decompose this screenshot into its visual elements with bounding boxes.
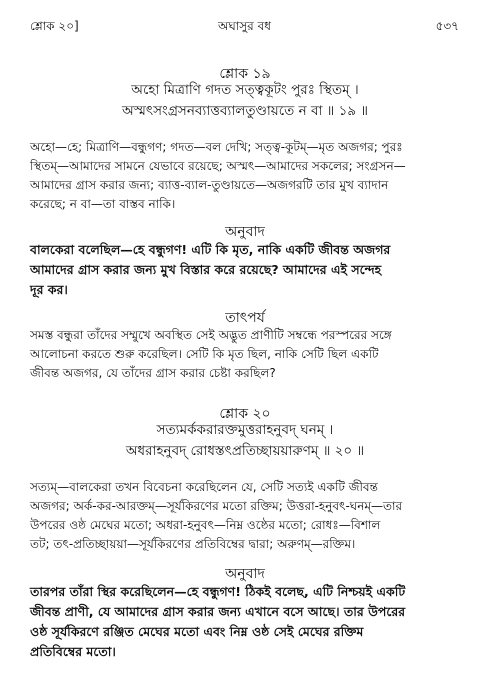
verse-20-synonyms bbox=[30, 478, 460, 554]
translation-heading: অনুবাদ bbox=[225, 224, 265, 240]
translation-line: তারপর তাঁরা স্থির করেছিলেন—হে বন্ধুগণ! ঠিকই বলেছ, এটি নিশ্চয়ই একটি bbox=[30, 584, 406, 599]
verse-19-line-1: অহো মিত্রাণি গদত সত্ত্বকূটং পুরঃ স্থিতম্ । bbox=[131, 82, 359, 98]
header-page-number: ৫৩৭ bbox=[435, 19, 459, 33]
purport-line: আলোচনা করতে শুরু করেছিল। সেটি কি মৃত ছিল, নাকি সেটি ছিল একটি bbox=[30, 347, 379, 361]
translation-line: আমাদের গ্রাস করার জন্য মুখ বিস্তার করে রয়েছে? আমাদের এই সন্দেহ bbox=[30, 262, 382, 277]
translation-line: জীবন্ত প্রাণী, যে আমাদের গ্রাস করার জন্য এখানে বসে আছে। তার উপরের bbox=[30, 604, 406, 619]
translation-line: ওষ্ঠ সূর্যকিরণে রঞ্জিত মেঘের মতো এবং নিম্ন ওষ্ঠ সেই মেঘের রক্তিম bbox=[30, 624, 364, 639]
purport-line: জীবন্ত অজগর, যে তাঁদের গ্রাস করার চেষ্টা করছিল? bbox=[30, 366, 276, 380]
verse-20-number: শ্লোক ২০ bbox=[219, 406, 271, 422]
synonyms-line: আমাদের গ্রাস করার জন্য; ব্যাত্ত-ব্যাল-তুণ্ডায়তে—অজগরটি তার মুখ ব্যাদান bbox=[30, 178, 389, 192]
synonyms-line: করেছে; ন বা—তা বাস্তব নাকি। bbox=[30, 197, 176, 211]
verse-19-line-2: অস্মৎসংগ্রসনব্যাত্তব্যালতুণ্ডায়তে ন বা ॥ ১৯ ॥ bbox=[121, 103, 369, 119]
synonyms-line: সত্যম্—বালকেরা তখন বিবেচনা করেছিলেন যে, সেটি সত্যই একটি জীবন্ত bbox=[30, 480, 378, 494]
verse-19-synonyms bbox=[30, 138, 460, 214]
verse-19-purport bbox=[30, 326, 460, 383]
synonyms-line: অহো—হে; মিত্রাণি—বন্ধুগণ; গদত—বল দেখি; সত্ত্ব-কূটম্—মৃত অজগর; পুরঃ bbox=[30, 140, 403, 154]
purport-line: সমস্ত বন্ধুরা তাঁদের সম্মুখে অবস্থিত সেই অদ্ভুত প্রাণীটি সম্বন্ধে পরস্পরের সঙ্গে bbox=[30, 328, 392, 342]
synonyms-line: তট; তৎ-প্রতিচ্ছায়য়া—সূর্যকিরণের প্রতিবিম্বের দ্বারা; অরুণম্—রক্তিম। bbox=[30, 537, 356, 551]
verse-20-line-1: সত্যমর্ককরারক্তমুত্তরাহনুবদ্ ঘনম্ । bbox=[156, 422, 334, 438]
translation-line: বালকেরা বলেছিল—হে বন্ধুগণ! এটি কি মৃত, নাকি একটি জীবন্ত অজগর bbox=[30, 242, 391, 257]
verse-20-line-2: অধরাহনুবদ্ রোধস্তৎপ্রতিচ্ছায়য়ারুণম্ ॥ ২০ ॥ bbox=[125, 443, 365, 459]
verse-20-translation bbox=[30, 582, 460, 662]
translation-line: দূর কর। bbox=[30, 282, 68, 297]
verse-19-translation bbox=[30, 240, 460, 300]
translation-line: প্রতিবিম্বের মতো। bbox=[30, 644, 116, 659]
synonyms-line: স্থিতম্—আমাদের সামনে যেভাবে রয়েছে; অস্মৎ—আমাদের সকলের; সংগ্রসন— bbox=[30, 159, 406, 173]
translation-heading: অনুবাদ bbox=[225, 566, 265, 582]
synonyms-line: উপরের ওষ্ঠ মেঘের মতো; অধরা-হনুবৎ—নিম্ন ওষ্ঠের মতো; রোধঃ—বিশাল bbox=[30, 518, 381, 532]
running-header bbox=[30, 18, 459, 36]
verse-19-number: শ্লোক ১৯ bbox=[219, 66, 271, 82]
synonyms-line: অজগর; অর্ক-কর-আরক্তম্—সূর্যকিরণের মতো রক্তিম; উত্তরা-হনুবৎ-ঘনম্—তার bbox=[30, 499, 403, 513]
verse-19-text bbox=[30, 80, 460, 122]
header-chapter-title: অঘাসুর বধ bbox=[217, 19, 272, 33]
purport-heading: তাৎপর্য bbox=[225, 310, 265, 326]
header-verse-ref: শ্লোক ২০] bbox=[30, 19, 79, 33]
verse-20-text bbox=[30, 420, 460, 462]
